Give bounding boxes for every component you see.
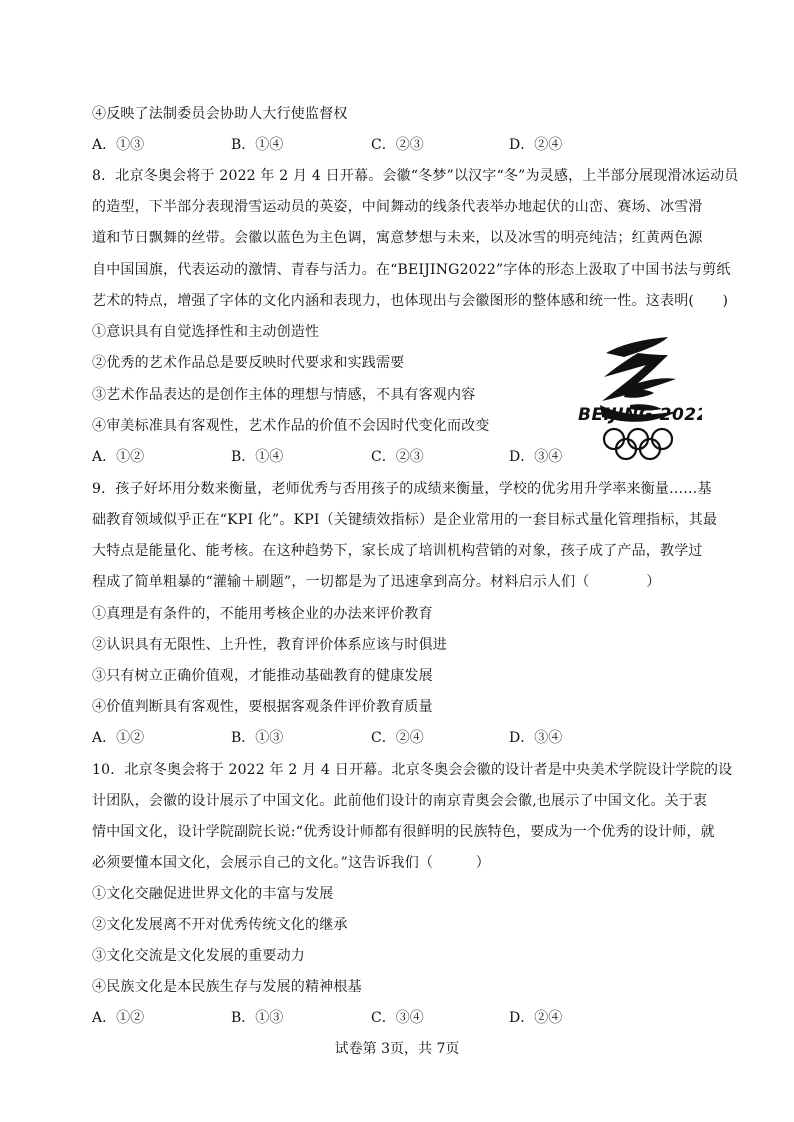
- q7-options: [92, 135, 652, 155]
- q10-stem-line-1: 10．北京冬奥会将于 2022 年 2 月 4 日开幕。北京冬奥会会徽的设计者是中央美术学院设计学院的设: [92, 762, 733, 778]
- q8-options: [92, 447, 652, 467]
- q9-item-1: ①真理是有条件的，不能用考核企业的办法来评价教育: [92, 606, 433, 622]
- beijing-2022-emblem: [572, 325, 702, 467]
- q8-stem-line-5: 艺术的特点，增强了字体的文化内涵和表现力，也体现出与会徽图形的整体感和统一性。这表明( ): [92, 293, 729, 309]
- q10-option-c: C．③④: [371, 1010, 424, 1026]
- q7-option-d: D．②④: [509, 137, 563, 153]
- q7-option-b: B．①④: [231, 137, 284, 153]
- q10-option-b: B．①③: [231, 1010, 284, 1026]
- q10-item-3: ③文化交流是文化发展的重要动力: [92, 948, 305, 964]
- q9-stem-line-4: 程成了简单粗暴的“灌输＋刷题”，一切都是为了迅速拿到高分。材料启示人们（ ）: [92, 574, 661, 590]
- q8-stem-line-3: 道和节日飘舞的丝带。会徽以蓝色为主色调，寓意梦想与未来，以及冰雪的明亮纯洁；红黄两色源: [92, 230, 703, 246]
- q7-option-c: C．②③: [371, 137, 424, 153]
- q8-option-d: D．③④: [509, 449, 563, 465]
- q8-item-1: ①意识具有自觉选择性和主动创造性: [92, 324, 320, 340]
- q9-item-3: ③只有树立正确价值观，才能推动基础教育的健康发展: [92, 668, 433, 684]
- q9-stem-line-2: 础教育领域似乎正在“KPI 化”。KPI（关键绩效指标）是企业常用的一套目标式量化管理指标，其最: [92, 512, 718, 528]
- q10-item-2: ②文化发展离不开对优秀传统文化的继承: [92, 917, 348, 933]
- q8-option-a: A．①②: [92, 449, 145, 465]
- page-footer: 试卷第 3页，共 7页: [334, 1041, 460, 1057]
- q10-item-1: ①文化交融促进世界文化的丰富与发展: [92, 886, 334, 902]
- q9-item-4: ④价值判断具有客观性，要根据客观条件评价教育质量: [92, 699, 433, 715]
- q8-option-b: B．①④: [231, 449, 284, 465]
- q9-option-a: A．①②: [92, 730, 145, 746]
- q9-item-2: ②认识具有无限性、上升性，教育评价体系应该与时俱进: [92, 637, 447, 653]
- q8-stem-line-1: 8．北京冬奥会将于 2022 年 2 月 4 日开幕。会徽“冬梦”以汉字“冬”为灵感，上半部分展现滑冰运动员: [92, 168, 739, 184]
- q9-option-d: D．③④: [509, 730, 563, 746]
- q8-item-3: ③艺术作品表达的是创作主体的理想与情感，不具有客观内容: [92, 387, 476, 403]
- winter-olympics-emblem-icon: [572, 325, 702, 467]
- q7-option-a: A．①③: [92, 137, 145, 153]
- q9-options: [92, 728, 652, 748]
- q10-item-4: ④民族文化是本民族生存与发展的精神根基: [92, 979, 362, 995]
- svg-text:BEIJING 2022: BEIJING 2022: [578, 405, 702, 425]
- q9-option-b: B．①③: [231, 730, 284, 746]
- q10-stem-line-3: 情中国文化，设计学院副院长说:“优秀设计师都有很鲜明的民族特色，要成为一个优秀的设计师，就: [92, 824, 715, 840]
- q10-stem-line-4: 必须要懂本国文化，会展示自己的文化。”这告诉我们（ ）: [92, 855, 490, 871]
- q10-option-a: A．①②: [92, 1010, 145, 1026]
- q10-options: [92, 1008, 652, 1028]
- q8-stem-line-4: 自中国国旗，代表运动的激情、青春与活力。在“BEIJING2022”字体的形态上汲取了中国书法与剪纸: [92, 262, 731, 278]
- q8-option-c: C．②③: [371, 449, 424, 465]
- q8-item-2: ②优秀的艺术作品总是要反映时代要求和实践需要: [92, 355, 405, 371]
- q9-stem-line-1: 9．孩子好坏用分数来衡量，老师优秀与否用孩子的成绩来衡量，学校的优劣用升学率来衡量……基: [92, 481, 712, 497]
- q9-stem-line-3: 大特点是能量化、能考核。在这种趋势下，家长成了培训机构营销的对象，孩子成了产品，教学过: [92, 543, 703, 559]
- q8-item-4: ④审美标准具有客观性，艺术作品的价值不会因时代变化而改变: [92, 418, 490, 434]
- q7-item-4: ④反映了法制委员会协助人大行使监督权: [92, 106, 348, 122]
- q10-stem-line-2: 计团队，会徽的设计展示了中国文化。此前他们设计的南京青奥会会徽,也展示了中国文化。关于衷: [92, 793, 708, 809]
- q9-option-c: C．②④: [371, 730, 424, 746]
- q10-option-d: D．②④: [509, 1010, 563, 1026]
- q8-stem-line-2: 的造型，下半部分表现滑雪运动员的英姿，中间舞动的线条代表举办地起伏的山峦、赛场、冰雪滑: [92, 199, 703, 215]
